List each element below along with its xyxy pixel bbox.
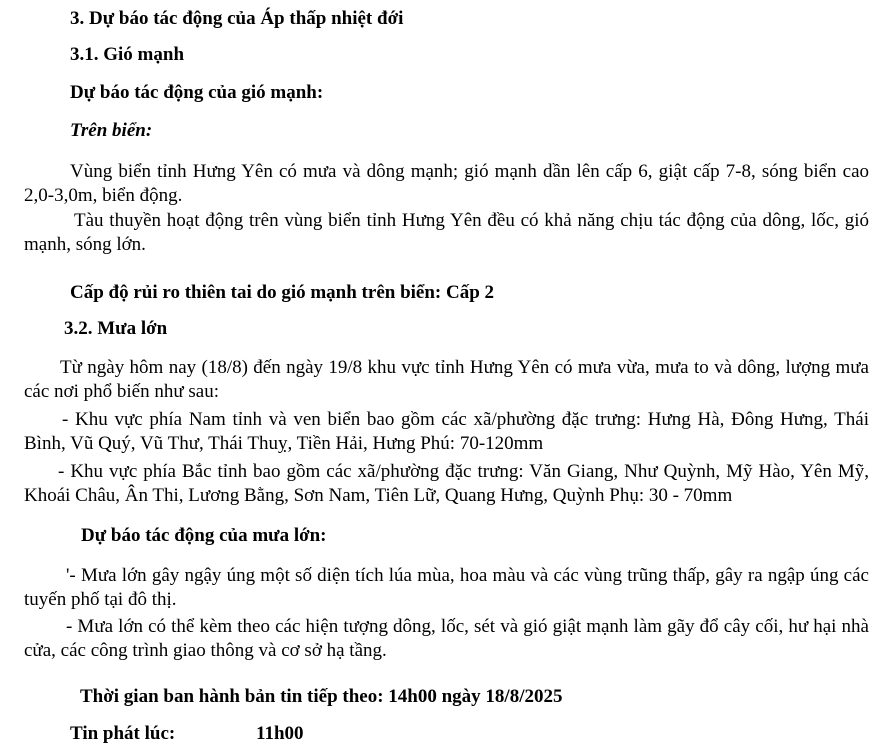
rain-intro: Từ ngày hôm nay (18/8) đến ngày 19/8 khu vực tỉnh Hưng Yên có mưa vừa, mưa to và dông, lượng mưa các nơi phổ biến như sau:	[24, 357, 869, 402]
section-title: 3. Dự báo tác động của Áp thấp nhiệt đới	[70, 8, 404, 29]
sea-label: Trên biển:	[70, 120, 153, 141]
rain-impact-1: '- Mưa lớn gây ngậy úng một số diện tích lúa mùa, hoa màu và các vùng trũng thấp, gây ra ngập úng các tuyến phố tại đô thị.	[24, 565, 869, 610]
wind-paragraph-2: Tàu thuyền hoạt động trên vùng biển tỉnh Hưng Yên đều có khả năng chịu tác động của dông, lốc, gió mạnh, sóng lớn.	[24, 210, 869, 255]
issued-time: 11h00	[256, 723, 304, 744]
rain-impact-heading: Dự báo tác động của mưa lớn:	[81, 525, 327, 546]
wind-risk-level: Cấp độ rủi ro thiên tai do gió mạnh trên biển: Cấp 2	[70, 282, 495, 303]
wind-heading: 3.1. Gió mạnh	[70, 44, 185, 65]
wind-impact-heading: Dự báo tác động của gió mạnh:	[70, 82, 324, 103]
rain-heading: 3.2. Mưa lớn	[64, 318, 168, 339]
rain-impact-2: - Mưa lớn có thể kèm theo các hiện tượng dông, lốc, sét và gió giật mạnh làm gãy đổ cây cối, hư hại nhà cửa, các công trình giao thông và cơ sở hạ tầng.	[24, 616, 869, 661]
wind-paragraph-1: Vùng biển tỉnh Hưng Yên có mưa và dông mạnh; gió mạnh dần lên cấp 6, giật cấp 7-8, sóng biển cao 2,0-3,0m, biển động.	[24, 161, 869, 206]
rain-south-region: - Khu vực phía Nam tỉnh và ven biển bao gồm các xã/phường đặc trưng: Hưng Hà, Đông Hưng, Thái Bình, Vũ Quý, Vũ Thư, Thái Thuỵ, Tiền Hải, Hưng Phú: 70-120mm	[24, 409, 869, 454]
rain-north-region: - Khu vực phía Bắc tỉnh bao gồm các xã/phường đặc trưng: Văn Giang, Như Quỳnh, Mỹ Hào, Yên Mỹ, Khoái Châu, Ân Thi, Lương Bằng, Sơn Nam, Tiên Lữ, Quang Hưng, Quỳnh Phụ: 30 - 70mm	[24, 461, 869, 506]
next-bulletin-time: Thời gian ban hành bản tin tiếp theo: 14h00 ngày 18/8/2025	[80, 686, 563, 707]
issued-label: Tin phát lúc:	[70, 723, 176, 744]
